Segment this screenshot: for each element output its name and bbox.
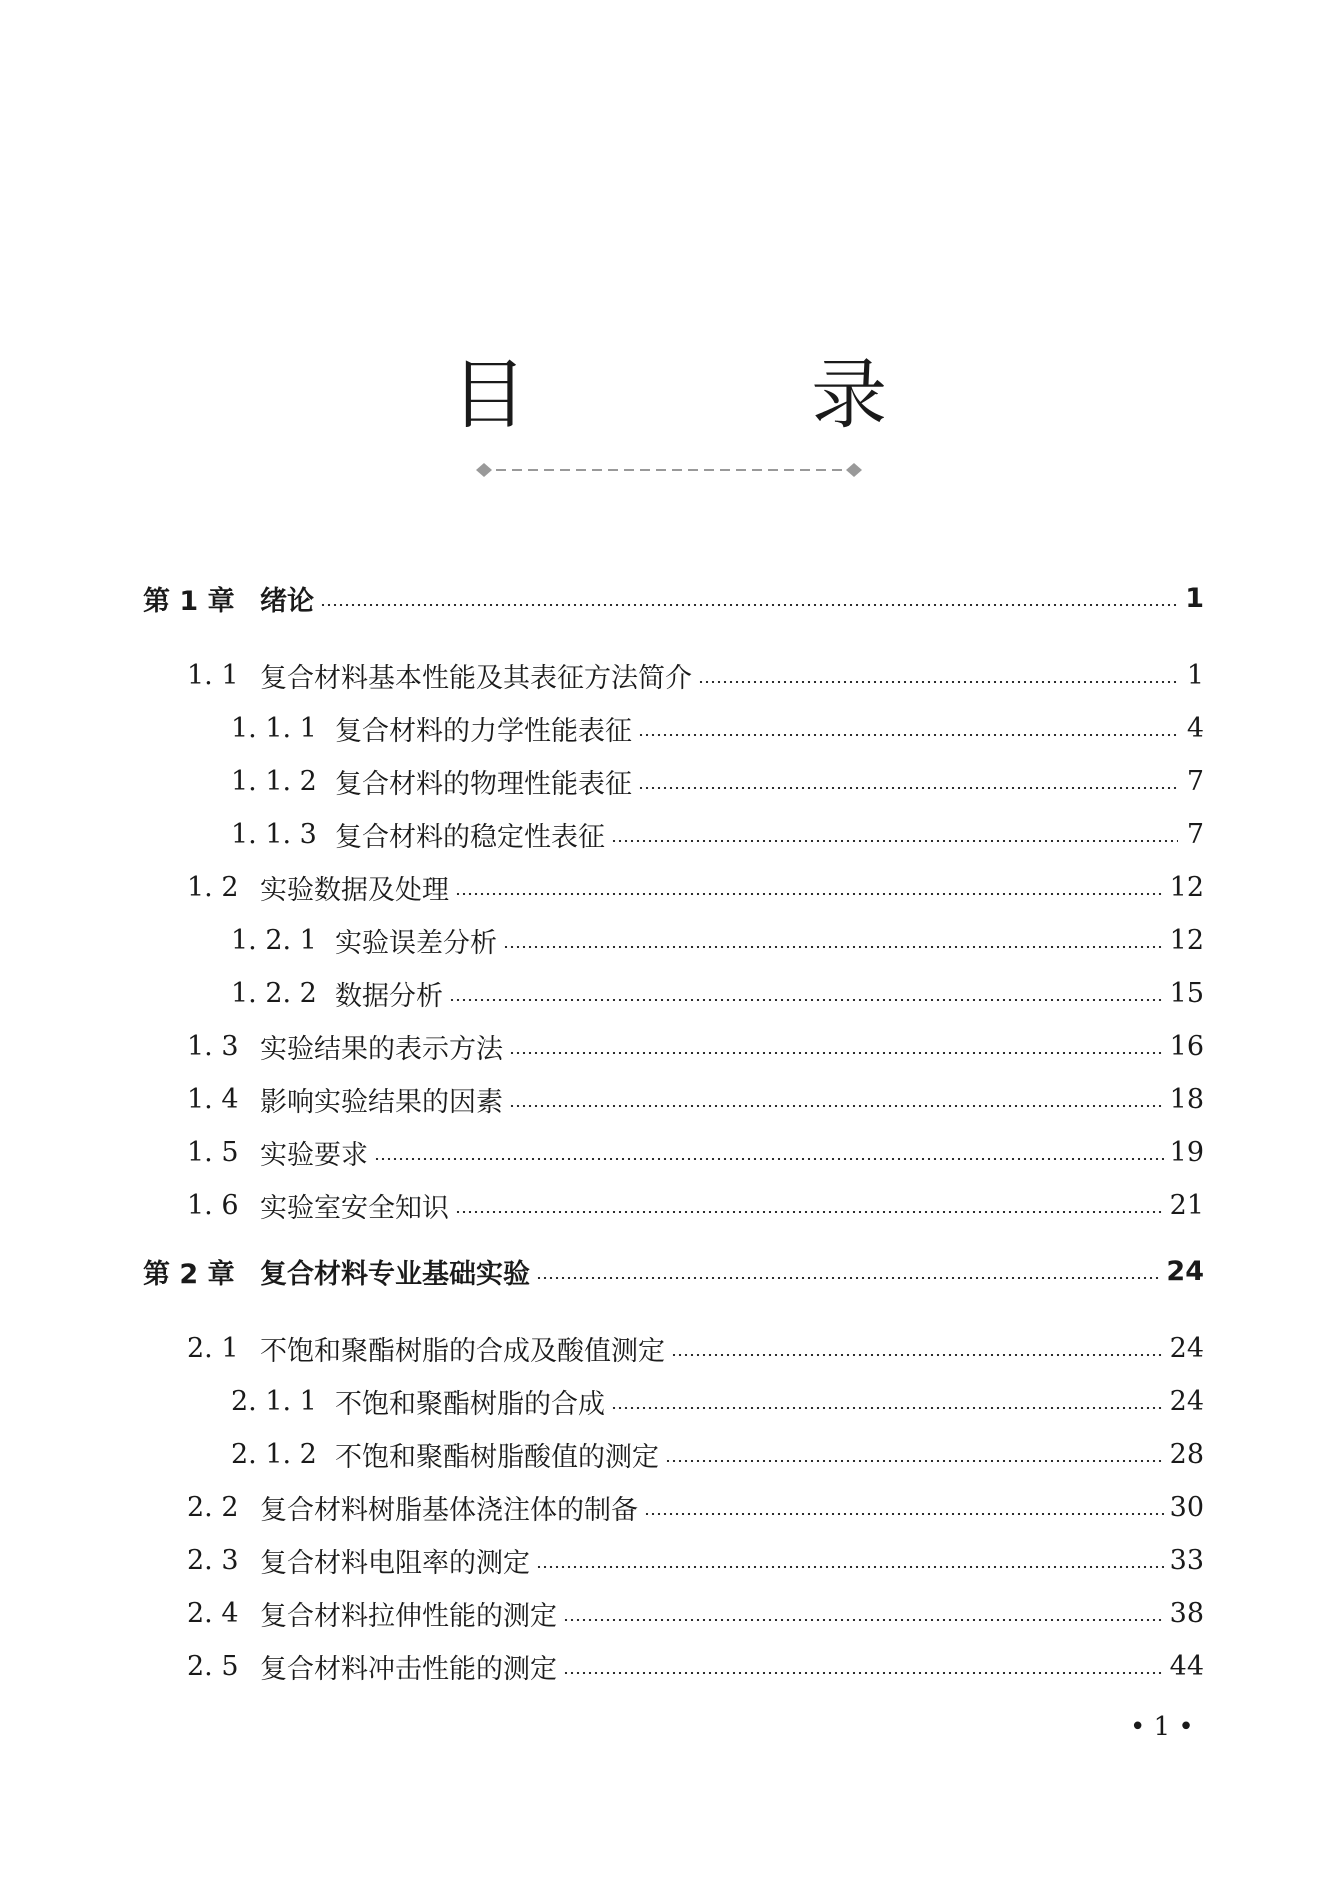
toc-entry-page: 28 [1169, 1438, 1204, 1470]
toc-entry-number: 1. 1 [187, 659, 239, 691]
dot-leader [638, 734, 1178, 736]
toc-entry-page: 24 [1166, 1255, 1204, 1287]
toc-entry-number: 2. 1. 1 [231, 1385, 317, 1417]
toc-entry-number: 2. 1 [187, 1332, 239, 1364]
toc-entry-label: 实验室安全知识 [260, 1192, 449, 1224]
toc-entry-page: 1 [1186, 659, 1204, 691]
toc-entry-label: 不饱和聚酯树脂酸值的测定 [335, 1441, 659, 1473]
toc-entry-page: 4 [1186, 712, 1204, 744]
toc-entry-label: 不饱和聚酯树脂的合成 [335, 1388, 605, 1420]
toc-entry[interactable] [143, 1381, 1204, 1421]
toc-entry[interactable] [143, 761, 1204, 801]
toc-entry[interactable] [143, 1132, 1204, 1172]
toc-entry-page: 44 [1169, 1650, 1204, 1682]
toc-entry[interactable] [143, 1540, 1204, 1580]
dot-leader [449, 999, 1164, 1001]
toc-entry-label: 复合材料电阻率的测定 [260, 1547, 530, 1579]
toc-entry[interactable] [143, 920, 1204, 960]
toc-entry-page: 21 [1169, 1189, 1204, 1221]
page-number: • 1 • [1130, 1712, 1194, 1742]
dot-leader [563, 1619, 1164, 1621]
toc-entry[interactable] [143, 814, 1204, 854]
toc-entry-label: 复合材料的物理性能表征 [335, 768, 632, 800]
toc-entry[interactable] [143, 1646, 1204, 1686]
toc-entry[interactable] [143, 1328, 1204, 1368]
toc-entry-label: 复合材料树脂基体浇注体的制备 [260, 1494, 638, 1526]
toc-entry-number: 2. 1. 2 [231, 1438, 317, 1470]
toc-entry-label: 复合材料基本性能及其表征方法简介 [260, 662, 692, 694]
toc-entry-number: 1. 3 [187, 1030, 239, 1062]
toc-entry[interactable] [143, 655, 1204, 695]
toc-entry-number: 2. 3 [187, 1544, 239, 1576]
toc-entry-label: 复合材料拉伸性能的测定 [260, 1600, 557, 1632]
dot-leader [536, 1566, 1164, 1568]
toc-entry-label: 不饱和聚酯树脂的合成及酸值测定 [260, 1335, 665, 1367]
toc-entry-number: 1. 6 [187, 1189, 239, 1221]
toc-entry-label: 影响实验结果的因素 [260, 1086, 503, 1118]
toc-entry-page: 30 [1169, 1491, 1204, 1523]
toc-entry-label: 复合材料的力学性能表征 [335, 715, 632, 747]
toc-entry-page: 24 [1169, 1385, 1204, 1417]
toc-entry[interactable] [143, 867, 1204, 907]
toc-entry-label: 复合材料冲击性能的测定 [260, 1653, 557, 1685]
page-title: 目 录 [450, 350, 1018, 439]
toc-entry-page: 12 [1169, 871, 1204, 903]
toc-entry-number: 1. 1. 1 [231, 712, 317, 744]
toc-entry-number: 第 1 章 [143, 585, 235, 617]
toc-entry-number: 1. 1. 2 [231, 765, 317, 797]
toc-entry-number: 2. 4 [187, 1597, 239, 1629]
toc-entry-page: 7 [1186, 818, 1204, 850]
dot-leader [644, 1513, 1164, 1515]
dot-leader [503, 946, 1164, 948]
toc-entry-page: 33 [1169, 1544, 1204, 1576]
dot-leader [455, 893, 1164, 895]
toc-entry-label: 数据分析 [335, 980, 443, 1012]
toc-entry-label: 绪论 [260, 585, 314, 617]
dot-leader [611, 1407, 1164, 1409]
toc-entry[interactable] [143, 1593, 1204, 1633]
toc-entry[interactable] [143, 1434, 1204, 1474]
toc-entry-label: 实验数据及处理 [260, 874, 449, 906]
toc-entry-page: 38 [1169, 1597, 1204, 1629]
toc-entry[interactable] [143, 1251, 1204, 1291]
dot-leader [671, 1354, 1164, 1356]
toc-entry-page: 7 [1186, 765, 1204, 797]
toc-entry-label: 实验要求 [260, 1139, 368, 1171]
toc-entry-page: 12 [1169, 924, 1204, 956]
toc-entry-page: 15 [1169, 977, 1204, 1009]
toc-entry-number: 1. 2. 1 [231, 924, 317, 956]
toc-entry-label: 实验误差分析 [335, 927, 497, 959]
dot-leader [698, 681, 1178, 683]
toc-entry-number: 1. 2 [187, 871, 239, 903]
dot-leader [509, 1052, 1164, 1054]
toc-entry-page: 1 [1185, 582, 1204, 614]
dot-leader [509, 1105, 1164, 1107]
toc-entry-number: 2. 2 [187, 1491, 239, 1523]
toc-entry-number: 1. 2. 2 [231, 977, 317, 1009]
dot-leader [638, 787, 1178, 789]
toc-entry-label: 实验结果的表示方法 [260, 1033, 503, 1065]
title-divider [476, 462, 862, 478]
dot-leader [320, 604, 1178, 606]
toc-entry-page: 16 [1169, 1030, 1204, 1062]
toc-entry[interactable] [143, 1079, 1204, 1119]
toc-entry-label: 复合材料专业基础实验 [260, 1258, 530, 1290]
toc-entry-number: 2. 5 [187, 1650, 239, 1682]
dot-leader [611, 840, 1178, 842]
toc-entry-page: 18 [1169, 1083, 1204, 1115]
dot-leader [536, 1277, 1160, 1279]
toc-entry[interactable] [143, 578, 1204, 618]
toc-entry-page: 19 [1169, 1136, 1204, 1168]
toc-entry-number: 1. 1. 3 [231, 818, 317, 850]
dot-leader [374, 1158, 1164, 1160]
toc-entry[interactable] [143, 708, 1204, 748]
toc-entry[interactable] [143, 1026, 1204, 1066]
toc-entry-label: 复合材料的稳定性表征 [335, 821, 605, 853]
dot-leader [563, 1672, 1164, 1674]
dot-leader [665, 1460, 1164, 1462]
toc-entry[interactable] [143, 973, 1204, 1013]
toc-entry-number: 第 2 章 [143, 1258, 235, 1290]
toc-entry-number: 1. 5 [187, 1136, 239, 1168]
toc-entry[interactable] [143, 1487, 1204, 1527]
toc-entry-number: 1. 4 [187, 1083, 239, 1115]
toc-entry[interactable] [143, 1185, 1204, 1225]
toc-entry-page: 24 [1169, 1332, 1204, 1364]
dot-leader [455, 1211, 1164, 1213]
